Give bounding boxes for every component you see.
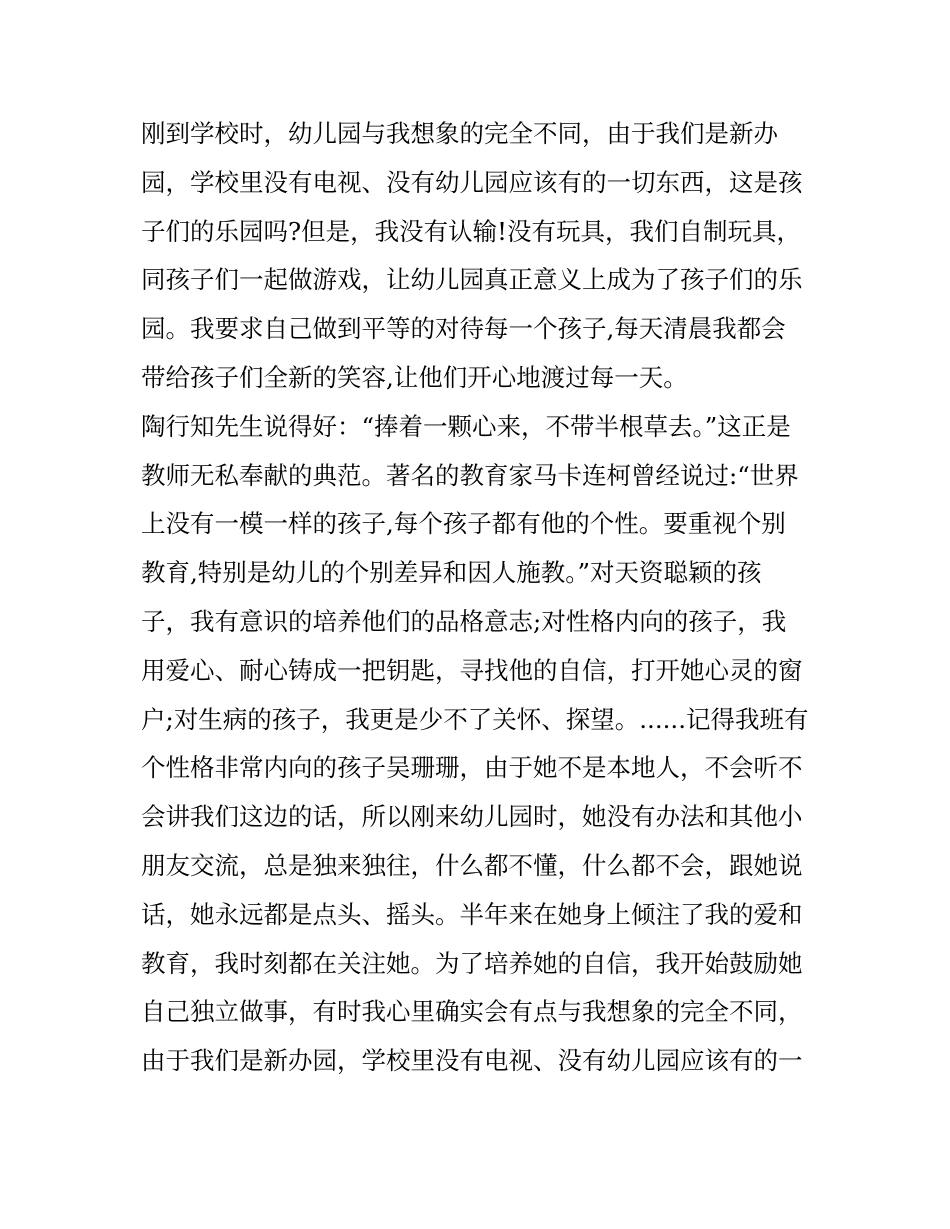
- text-line: 带给孩子们全新的笑容,让他们开心地渡过每一天。: [141, 362, 688, 392]
- text-line: 刚到学校时，幼儿园与我想象的完全不同，由于我们是新办: [141, 119, 778, 148]
- text-line: 园，学校里没有电视、没有幼儿园应该有的一切东西，这是孩: [141, 167, 803, 197]
- document-body: [141, 110, 817, 1086]
- text-line: 教育，我时刻都在关注她。为了培养她的自信，我开始鼓励她: [141, 948, 803, 978]
- text-line: 教育,特别是幼儿的个别差异和因人施教。”对天资聪颖的孩: [141, 558, 762, 588]
- text-line: 户;对生病的孩子，我更是少不了关怀、探望。......记得我班有: [141, 704, 809, 734]
- text-line: 自己独立做事，有时我心里确实会有点与我想象的完全不同，: [141, 997, 803, 1027]
- text-line: 由于我们是新办园，学校里没有电视、没有幼儿园应该有的一: [141, 1046, 803, 1076]
- text-line: 教师无私奉献的典范。著名的教育家马卡连柯曾经说过:“世界: [141, 460, 799, 490]
- text-line: 子们的乐园吗?但是，我没有认输!没有玩具，我们自制玩具，: [141, 216, 801, 246]
- text-line: 朋友交流，总是独来独往，什么都不懂，什么都不会，跟她说: [141, 850, 803, 880]
- text-line: 用爱心、耐心铸成一把钥匙，寻找他的自信，打开她心灵的窗: [141, 655, 803, 685]
- text-line: 陶行知先生说得好：“捧着一颗心来，不带半根草去。”这正是: [141, 411, 791, 441]
- text-line: 同孩子们一起做游戏，让幼儿园真正意义上成为了孩子们的乐: [141, 265, 803, 295]
- text-line: 上没有一模一样的孩子,每个孩子都有他的个性。要重视个别: [141, 509, 786, 539]
- text-line: 个性格非常内向的孩子吴珊珊，由于她不是本地人，不会听不: [141, 753, 803, 783]
- text-line: 会讲我们这边的话，所以刚来幼儿园时，她没有办法和其他小: [141, 802, 803, 832]
- text-line: 子，我有意识的培养他们的品格意志;对性格内向的孩子，我: [141, 606, 787, 636]
- text-line: 话，她永远都是点头、摇头。半年来在她身上倾注了我的爱和: [141, 899, 803, 929]
- text-line: 园。我要求自己做到平等的对待每一个孩子,每天清晨我都会: [141, 314, 786, 344]
